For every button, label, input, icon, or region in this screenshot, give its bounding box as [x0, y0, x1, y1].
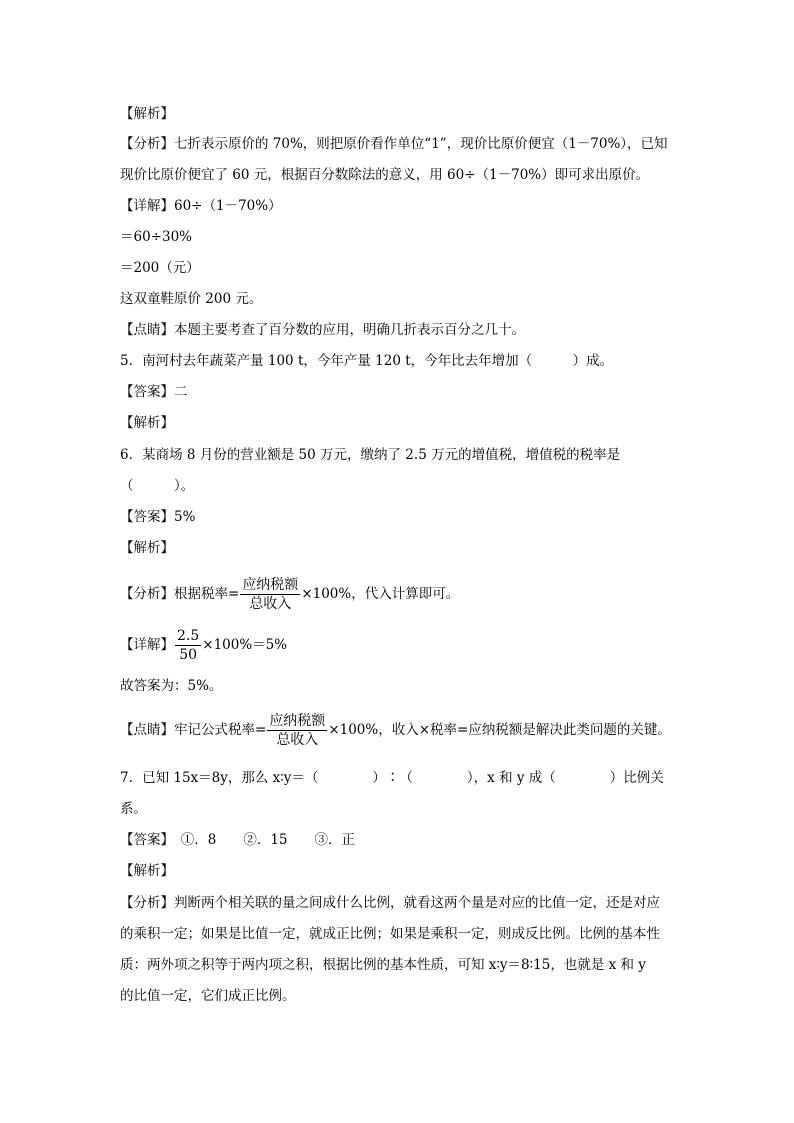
analysis-line: 【分析】判断两个相关联的量之间成什么比例，就看这两个量是对应的比值一定，还是对应 [120, 895, 660, 911]
formula-calc-line [120, 627, 287, 664]
fraction [175, 627, 201, 664]
answer-7: 【答案】 ①．8 ②．15 ③．正 [120, 832, 356, 848]
fraction [267, 712, 327, 749]
analysis-line: 【分析】七折表示原价的 70%，则把原价看作单位“1”，现价比原价便宜（1－70%），已知 [120, 136, 668, 152]
formula-prefix: 【点睛】牢记公式税率= [120, 722, 267, 738]
analysis-line: 现价比原价便宜了 60 元，根据百分数除法的意义，用 60÷（1－70%）即可求出原价。 [120, 167, 650, 183]
final-answer-line: 故答案为：5%。 [120, 678, 223, 694]
question-7-cont: 系。 [120, 801, 147, 817]
answer-5: 【答案】二 [120, 384, 188, 400]
section-heading-analysis: 【解析】 [120, 415, 174, 431]
solution-line: ＝60÷30% [120, 229, 192, 245]
fraction [240, 576, 300, 613]
comment-line: 【点睛】本题主要考查了百分数的应用，明确几折表示百分之几十。 [120, 322, 525, 338]
conclusion-line: 这双童鞋原价 200 元。 [120, 291, 263, 307]
formula-tax-rate-line [120, 576, 459, 613]
question-6: 6．某商场 8 月份的营业额是 50 万元，缴纳了 2.5 万元的增值税，增值税的税率是 [120, 447, 621, 463]
question-6-blank: （ ）。 [120, 478, 195, 494]
formula-prefix: 【详解】 [120, 637, 174, 653]
question-7: 7．已知 15x＝8y，那么 x∶y＝（ ）∶（ ），x 和 y 成（ ）比例关 [120, 770, 664, 786]
solution-line: 【详解】60÷（1－70%） [120, 198, 282, 214]
formula-suffix: ×100%＝5% [202, 637, 288, 653]
section-heading-analysis: 【解析】 [120, 863, 174, 879]
question-5: 5．南河村去年蔬菜产量 100 t，今年产量 120 t，今年比去年增加（ ）成。 [120, 353, 614, 369]
formula-suffix: ×100%，代入计算即可。 [301, 586, 460, 602]
solution-line: ＝200（元） [120, 260, 200, 276]
fraction-numerator: 应纳税额 [242, 577, 299, 593]
fraction-denominator: 总收入 [276, 732, 319, 748]
formula-suffix: ×100%，收入×税率=应纳税额是解决此类问题的关键。 [328, 722, 671, 738]
analysis-line: 的比值一定，它们成正比例。 [120, 988, 296, 1004]
answer-6: 【答案】5% [120, 509, 196, 525]
fraction-denominator: 总收入 [249, 596, 292, 612]
formula-comment-line [120, 712, 671, 749]
fraction-numerator: 应纳税额 [269, 713, 326, 729]
formula-prefix: 【分析】根据税率= [120, 586, 240, 602]
analysis-line: 的乘积一定；如果是比值一定，就成正比例；如果是乘积一定，则成反比例。比例的基本性 [120, 926, 660, 942]
fraction-numerator: 2.5 [177, 628, 200, 644]
section-heading-analysis: 【解析】 [120, 106, 174, 122]
section-heading-analysis: 【解析】 [120, 540, 174, 556]
analysis-line: 质：两外项之积等于两内项之积，根据比例的基本性质，可知 x∶y＝8∶15，也就是 x 和 y [120, 957, 646, 973]
fraction-denominator: 50 [179, 647, 198, 663]
